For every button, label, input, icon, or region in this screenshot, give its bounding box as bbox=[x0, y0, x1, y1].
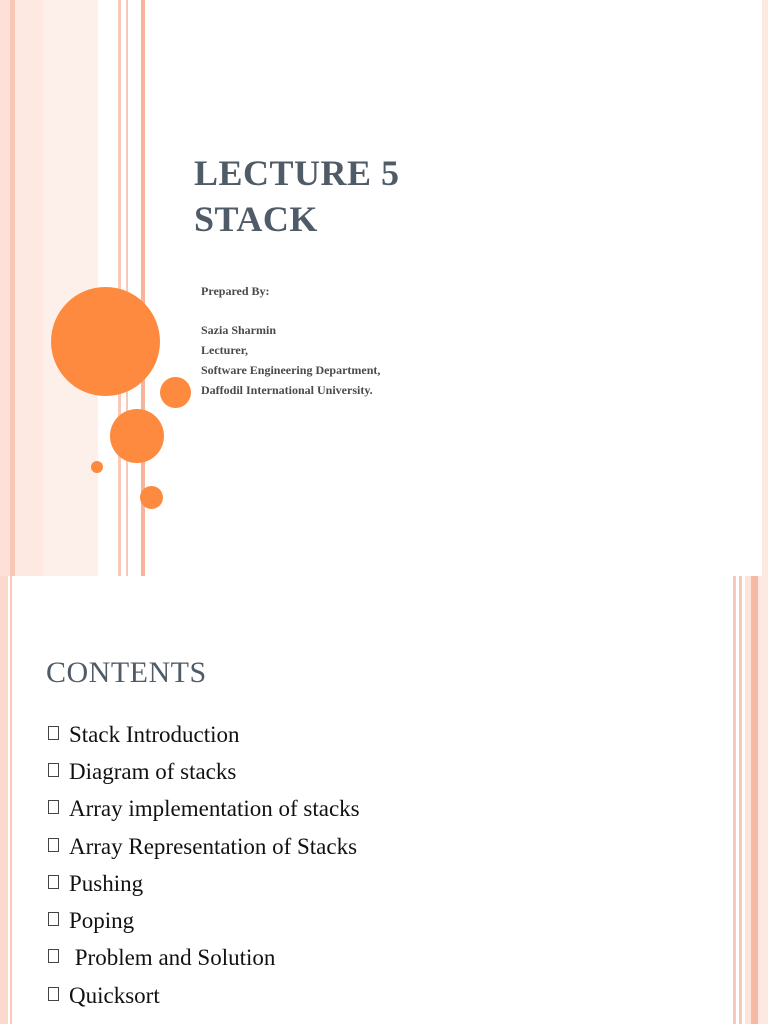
contents-item-label: Diagram of stacks bbox=[69, 758, 237, 784]
decorative-stripe bbox=[762, 0, 768, 576]
decorative-line bbox=[733, 576, 736, 1024]
author-department: Software Engineering Department, bbox=[201, 363, 381, 377]
decorative-stripe bbox=[0, 576, 8, 1024]
decorative-stripe bbox=[15, 0, 43, 576]
square-bullet-icon bbox=[48, 949, 59, 963]
decorative-stripe bbox=[0, 0, 10, 576]
contents-heading: CONTENTS bbox=[46, 656, 207, 689]
author-role: Lecturer, bbox=[201, 343, 248, 357]
contents-item-label: Stack Introduction bbox=[69, 721, 240, 747]
decorative-line bbox=[126, 0, 128, 576]
decorative-circle bbox=[110, 409, 164, 463]
square-bullet-icon bbox=[48, 875, 59, 889]
square-bullet-icon bbox=[48, 838, 59, 852]
contents-item-label: Array Representation of Stacks bbox=[69, 833, 358, 859]
contents-item bbox=[48, 940, 360, 977]
square-bullet-icon bbox=[48, 763, 59, 777]
decorative-stripe bbox=[751, 576, 758, 1024]
square-bullet-icon bbox=[48, 912, 59, 926]
decorative-circle-large bbox=[51, 287, 160, 396]
square-bullet-icon bbox=[48, 726, 59, 740]
contents-item-label: Poping bbox=[69, 908, 135, 934]
decorative-line bbox=[739, 576, 742, 1024]
contents-item-label: Problem and Solution bbox=[69, 945, 276, 971]
prepared-by-label: Prepared By: bbox=[201, 284, 270, 298]
slide-title-line-2: STACK bbox=[194, 199, 318, 239]
contents-slide bbox=[0, 576, 768, 1024]
contents-item-label: Pushing bbox=[69, 870, 144, 896]
decorative-circle bbox=[160, 377, 191, 408]
decorative-circle bbox=[140, 486, 163, 509]
author-name: Sazia Sharmin bbox=[201, 323, 277, 337]
decorative-stripe bbox=[43, 0, 98, 576]
contents-item bbox=[48, 716, 360, 753]
author-university: Daffodil International University. bbox=[201, 383, 373, 397]
slide-title-line-1: LECTURE 5 bbox=[194, 153, 400, 193]
contents-item bbox=[48, 791, 360, 828]
contents-item bbox=[48, 977, 360, 1014]
contents-item-label: Quicksort bbox=[69, 982, 160, 1008]
contents-item bbox=[48, 865, 360, 902]
decorative-circle bbox=[91, 461, 103, 473]
contents-item bbox=[48, 902, 360, 939]
contents-list bbox=[48, 716, 360, 1014]
contents-item bbox=[48, 753, 360, 790]
square-bullet-icon bbox=[48, 800, 59, 814]
contents-item bbox=[48, 828, 360, 865]
decorative-line bbox=[10, 576, 12, 1024]
square-bullet-icon bbox=[48, 987, 59, 1001]
contents-item-label: Array implementation of stacks bbox=[69, 796, 360, 822]
decorative-stripe bbox=[758, 576, 768, 1024]
